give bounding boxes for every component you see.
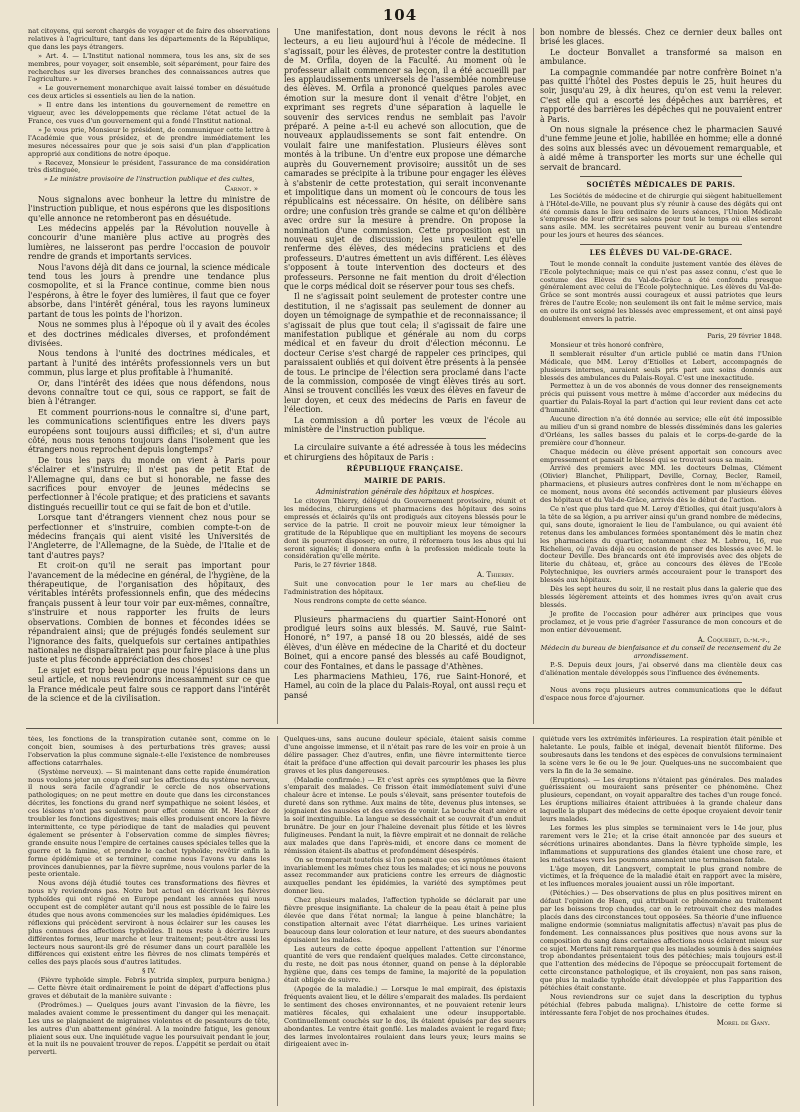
- paragraph: Et croit-on qu'il ne serait pas important pour l'avancement de la médecine en général, de l'hygiène, de la thérapeutique, de l'organisation des hôpitaux, des véritables intérêts professionnels enfin, que des médecins français pussent à leur tour voir par eux-mêmes, connaître, s'instruire et nous rapporter les fruits de leurs observations. Combien de bonnes et fécondes idées se répandraient ainsi; que de préjugés fondés seulement sur l'ignorance des faits, quelquefois sur certaines antipathies nationales ne disparaîtraient pas pour faire place à une plus juste et plus féconde appréciation des choses!: [28, 561, 270, 665]
- paragraph: « Le gouvernement monarchique avait laissé tomber en désuétude ces deux articles si essentiels au lien de la nation.: [28, 84, 270, 101]
- section-heading: § IV.: [142, 967, 156, 976]
- salutation: Monsieur et très honoré confrère,: [550, 340, 664, 349]
- paragraph: Nous ne sommes plus à l'époque où il y avait des écoles et des doctrines médicales diverses, et profondément divisées.: [28, 320, 270, 348]
- paragraph: Les auteurs de cette époque appellent l'attention sur l'énorme quantité de vers que rendaient quelques malades. Cette circonstance, du reste, ne doit pas nous étonner, quand on pense à la déplorable hygiène que, dans ces temps de famine, la majorité de la population était obligée de suivre.: [284, 944, 526, 985]
- heading-republique: RÉPUBLIQUE FRANÇAISE.: [346, 464, 464, 474]
- paragraph: » Recevez, Monsieur le président, l'assurance de ma considération très distinguée,: [28, 158, 270, 175]
- separator-rule: [580, 244, 742, 245]
- paragraph: On se tromperait toutefois si l'on pensait que ces symptômes étaient invariablement les mêmes chez tous les malades; et ici nous ne pouvons assez recommander aux praticiens contre les erreurs de diagnostic auxquelles pendant les épidémies, la variété des symptômes peut donner lieu.: [284, 855, 526, 896]
- paragraph: Dès les sept heures du soir, il ne restait plus dans la galerie que des blessés légèrement atteints et des hommes ivres qu'on avait crus blessés.: [540, 585, 782, 609]
- paragraph: » Art. 4. — L'Institut national nommera, tous les ans, six de ses membres, pour voyager, soit ensemble, soit séparément, pour faire des recherches sur les diverses branches des connaissances autres que l'agriculture. »: [28, 51, 270, 84]
- separator-rule: [580, 176, 742, 177]
- dateline: Paris, 29 février 1848.: [707, 331, 782, 340]
- signature: Morel de Gany.: [716, 1018, 770, 1027]
- paragraph: Nous reviendrons sur ce sujet dans la description du typhus pétéchial (febres pabuda maligna). L'histoire de cette forme si intéressante fera l'objet de nos prochaines études.: [540, 993, 782, 1017]
- paragraph: L'âge moyen, dit Langsvert, comptait le plus grand nombre de victimes, et la fréquence de la maladie était en rapport avec la misère, et les influences morales jouaient aussi un rôle important.: [540, 864, 782, 889]
- separator-rule: [580, 682, 742, 683]
- heading-mairie: MAIRIE DE PARIS.: [364, 475, 446, 485]
- separator-rule: [324, 610, 486, 611]
- page-number: 104: [382, 6, 418, 24]
- paragraph: Le sujet est trop beau pour que nous l'épuisions dans un seul article, et nous reviendrons incessamment sur ce que la France médicale peut faire sous ce rapport dans l'intérêt de la science et de la civilisation.: [28, 665, 270, 703]
- paragraph: Quelques-uns, sans aucune douleur spéciale, étaient saisis comme d'une angoisse immense, et il n'était pas rare de les voir en proie à un délire passager. Chez d'autres, enfin, une fièvre intermittente tierce était la préface d'une affection qui devait parcourir les phases les plus graves et les plus dangereuses.: [284, 736, 526, 775]
- paragraph: (Pétéchies.) — Des observations de plus en plus positives mirent en défaut l'opinion de Haen, qui attribuait ce phénomène au traitement par les boissons trop chaudes, car on le retrouvait chez des malades placés dans des circonstances tout opposées. Sa théorie d'une influence maligne endormie (somniatus malignitatis affectus) n'avait pas plus de fondement. Les connaissances plus positives que nous avons sur la composition du sang dans certaines affections nous éclairent mieux sur ce sujet. Mertens fait remarquer que les malades soumis à des saignées trop abondantes présentaient tous des pétéchies; mais toujours est-il que l'attention des médecins de l'époque se préoccupait fortement de cette circonstance pathologique, et ils croyaient, non pas sans raison, que plus la maladie typhoïde était développée et plus l'apparition des pétéchies était constante.: [540, 889, 782, 993]
- paragraph: Aucune direction n'a été donnée au service; elle eût été impossible au milieu d'un si grand nombre de blessés disséminés dans les galeries d'Orléans, les salles basses du palais et le corps-de-garde de la première cour d'honneur.: [540, 415, 782, 447]
- paragraph: La commission a dû porter les vœux de l'école au ministère de l'instruction publique.: [284, 415, 526, 435]
- paragraph: Nous l'avons déjà dit dans ce journal, la science médicale tend tous les jours à prendre une tendance plus cosmopolite, et si la France continue, comme bien nous l'espérons, à être le foyer des lumières, il faut que ce foyer absorbe, dans l'intérêt général, tous les rayons lumineux partant de tous les points de l'horizon.: [28, 262, 270, 319]
- paragraph: Et comment pourrions-nous le connaître si, d'une part, les communications scientifiques entre les divers pays européens sont toujours aussi difficiles; et si, d'un autre côté, nous nous tenons toujours dans l'isolement que les étrangers nous reprochent depuis longtemps?: [28, 407, 270, 455]
- paragraph: Chez plusieurs malades, l'affection typhoïde se déclarait par une fièvre presque insignifiante. La chaleur de la peau était à peine plus élevée que dans l'état normal; la langue à peine blanchâtre; la constipation alternait avec l'état diarrhéique. Les urines variaient beaucoup dans leur coloration et leur nature, et des sueurs abondantes épuisaient les malades.: [284, 896, 526, 944]
- paragraph: Le citoyen Thierry, délégué du Gouvernement provisoire, réunit et les médecins, chirurgiens et pharmaciens des hôpitaux des soins empressés et éclairés qu'ils ont prodigués aux citoyens blessés pour le service de la patrie. Il croit ne pouvoir mieux leur témoigner la gratitude de la République que en multipliant les moyens de secours dont ils pourront disposer; en outre, il réformera tous les abus qui lui seront signalés; il donnera enfin à la profession médicale toute la considération qu'elle mérite.: [284, 497, 526, 561]
- paragraph: Tout le monde connaît la conduite justement vantée des élèves de l'Ecole polytechnique; mais ce qui n'est pas assez connu, c'est que le costume des Elèves du Val-de-Grâce a été confondu presque généralement avec celui de l'Ecole polytechnique. Les élèves du Val-de-Grâce se sont montrés aussi courageux et aussi patriotes que leurs frères de l'autre Ecole; non seulement ils ont fait le même service, mais en outre ils ont soigné les blessés avec empressement, et ont ainsi payé doublement envers la patrie.: [540, 259, 782, 324]
- top-column-1: [28, 28, 270, 724]
- paragraph: Je profite de l'occasion pour adhérer aux principes que vous proclamez, et je vous prie d'agréer l'assurance de mon concours et de mon entier dévouement.: [540, 609, 782, 634]
- subheading-administration: Administration générale des hôpitaux et hospices.: [315, 488, 495, 497]
- paragraph: Les Sociétés de médecine et de chirurgie qui siègent habituellement à l'Hôtel-de-Ville, ne pouvant plus s'y réunir à cause des dégâts qui ont été commis dans le lieu ordinaire de leurs séances, l'Union Médicale s'empresse de leur offrir ses salons pour tout le temps où elles seront sans asile. MM. les secrétaires peuvent venir au bureau s'entendre pour les jours et heures des séances.: [540, 191, 782, 240]
- paragraph: » Il entre dans les intentions du gouvernement de remettre en vigueur, avec les développements que réclame l'état actuel de la France, ces vues d'un gouvernement qui a fondé l'Institut national.: [28, 101, 270, 125]
- paragraph: Il ne s'agissait point seulement de protester contre une destitution, il ne s'agissait pas seulement de donner au doyen un témoignage de sympathie et de reconnaissance; il s'agissait de plus que tout cela; il s'agissait de faire une manifestation publique et générale au nom du corps médical et en faveur du droit d'élection méconnu. Le docteur Cerise s'est chargé de rappeler ces principes, qui paraissaient oubliés et qui doivent être présents à la pensée de tous. Le principe de l'élection sera proclamé dans l'acte de la commission, composée de vingt élèves tirés au sort. Ainsi se trouvent conciliés les vœux des élèves en faveur de leur doyen, et ceux des médecins de Paris en faveur de l'élection.: [284, 292, 526, 415]
- signature: A. Coqueret, d.-m.-p.,: [697, 635, 770, 644]
- paragraph: bon nombre de blessés. Chez ce dernier deux balles ont brisé les glaces.: [540, 28, 782, 47]
- column-divider: [277, 28, 278, 724]
- paragraph: Les pharmaciens Mathieu, 176, rue Saint-Honoré, et Hamel, au coin de la place du Palais-Royal, ont aussi reçu et pansé: [284, 671, 526, 700]
- paragraph: Chaque médecin ou élève présent apportait son concours avec empressement et pansait le blessé qui se trouvait sous sa main.: [540, 447, 782, 464]
- top-column-3: [540, 28, 782, 724]
- paragraph: (Maladie confirmée.) — Et c'est après ces symptômes que la fièvre s'emparait des malades. Ce frisson était immédiatement suivi d'une chaleur âcre et intense. Le pouls s'élevait, sans présenter toutefois de dureté dans son rythme. Aux mains de tête, devenus plus intenses, se joignaient des nausées et des envies de vomir. La bouche était amère et la soif inextinguible. La langue se desséchait et se couvrait d'un enduit brunâtre. De jour en jour l'haleine devenait plus fétide et les lèvres fuligineuses. Pendant la nuit, la fièvre empirait et ne donnait de relâche aux malades que dans l'après-midi, et encore dans ce moment de rémission étaient-ils abattus et profondément désespérés.: [284, 775, 526, 855]
- bottom-column-2: [284, 736, 526, 1106]
- paragraph: Nous avons déjà étudié toutes ces transformations des fièvres et nous n'y reviendrons pas. Notre but actuel en décrivant les fièvres typhoïdes qui ont régné en Europe pendant les années qui nous occupent est de compléter autant qu'il nous est possible de le faire les études que nous avons commencées sur les maladies épidémiques. Les réflexions qui précèdent serviront à nous éclairer sur les causes les plus connues des affections typhoïdes. Il nous reste à décrire leurs différentes formes, leur marche et leur traitement; peut-être aussi les lecteurs nous sauront-ils gré de résumer dans un court parallèle les différences qui existent entre les fièvres de nos climats tempérés et celles des pays placés sous d'autres latitudes.: [28, 879, 270, 967]
- paragraph: Les médecins appelés par la Révolution nouvelle à concourir d'une manière plus active au progrès des lumières, ne laisseront pas perdre l'occasion de pouvoir rendre de grands et importants services.: [28, 224, 270, 262]
- signature-title: » Le ministre provisoire de l'instruction publique et des cultes,: [43, 175, 255, 184]
- section-divider: [26, 728, 782, 729]
- paragraph: (Fièvre typhoïde simple. Febris putrida simplex, purpura benigna.) — Cette fièvre était ordinairement le point de départ d'affections plus graves et débutait de la manière suivante :: [28, 976, 270, 1000]
- paragraph: Permettez à un de vos abonnés de vous donner des renseignements précis qui puissent vous mettre à même d'accorder aux médecins du quartier du Palais-Royal la part d'action qui leur revient dans cet acte d'humanité.: [540, 382, 782, 415]
- paragraph: Or, dans l'intérêt des idées que nous défendons, nous devons connaître tout ce qui, sous ce rapport, se fait de bien à l'étranger.: [28, 378, 270, 407]
- paragraph: Nous avons reçu plusieurs autres communications que le défaut d'espace nous force d'ajourner.: [540, 685, 782, 702]
- paragraph: (Eruptions). — Les éruptions n'étaient pas générales. Des malades guérissaient ou mouraient sans présenter ce phénomène. Chez plusieurs, cependant, on voyait apparaître des taches d'un rouge foncé. Les éruptions miliaires étaient attribuées à la grande chaleur dans laquelle la plupart des médecins de cette époque croyaient devoir tenir leurs malades.: [540, 775, 782, 824]
- paragraph: Une manifestation, dont nous devons le récit à nos lecteurs, a eu lieu aujourd'hui à l'école de médecine. Il s'agissait, pour les élèves, de protester contre la destitution de M. Orfila, doyen de la Faculté. Au moment où le professeur allait commencer sa leçon, il a été accueilli par les applaudissements universels de l'assemblée nombreuse des élèves. M. Orfila a prononcé quelques paroles avec émotion sur la mesure dont il venait d'être l'objet, en exprimant ses regrets d'une séparation à laquelle le souvenir des services rendus ne semblait pas l'avoir préparé. A peine a-t-il eu achevé son allocution, que de nouveaux applaudissements se sont fait entendre. On voulait faire une manifestation. Plusieurs élèves sont montés à la tribune. Un d'entre eux propose une démarche auprès du Gouvernement provisoire; aussitôt un de ses camarades se précipite à la tribune pour engager les élèves à s'abstenir de cette protestation, qui serait inconvenante et impolitique dans un moment où le concours de tous les républicains est nécessaire. On hésite, on délibère sans ordre; une confusion très grande se calme et qu'on délibère avec ordre sur la mesure à prendre. On propose la nomination d'une commission. Cette proposition est un nouveau sujet de discussion; les uns veulent qu'elle renferme des élèves, des médecins praticiens et des professeurs. D'autres émettent un avis différent. Les élèves s'opposent à toute intervention des docteurs et des professeurs. Personne ne fait mention du droit d'élection que le corps médical doit se réserver pour tous ses chefs.: [284, 28, 526, 291]
- paragraph: Il semblerait résulter d'un article publié ce matin dans l'Union Médicale, que MM. Leroy d'Etiolles et Lebert, accompagnés de plusieurs internes, auraient seuls pris part aux soins donnés aux blessés des ambulances du Palais-Royal. C'est une inexactitude.: [540, 349, 782, 382]
- paragraph: On nous signale la présence chez le pharmacien Sauvé d'une femme jeune et jolie, habillée en homme; elle a donné des soins aux blessés avec un dévouement remarquable, et à aidé même à transporter les morts sur une échelle qui servait de brancard.: [540, 125, 782, 172]
- column-divider: [277, 736, 278, 1106]
- top-column-2: [284, 28, 526, 724]
- paragraph: Plusieurs pharmaciens du quartier Saint-Honoré ont prodigué leurs soins aux blessés. M. Sauvé, rue Saint-Honoré, n° 197, a pansé 18 ou 20 blessés, aidé de ses élèves, d'un élève en médecine de la Charité et du docteur Boinet, qui a encore pansé des blessés au café Boudignot, cour des Fontaines, et dans le passage d'Athènes.: [284, 614, 526, 671]
- paragraph: nat citoyens, qui seront chargés de voyager et de faire des observations relatives à l'agriculture, tant dans les départements de la République, que dans les pays étrangers.: [28, 28, 270, 51]
- paragraph: (Système nerveux). — Si maintenant dans cette rapide énumération nous voulons jeter un coup d'œil sur les affections du système nerveux, il nous sera facile d'agrandir le cercle de nos observations pathologiques; on ne peut mettre en doute que dans les circonstances décrites, les fonctions du grand nerf sympathique ne soient lésées, et ces lésions n'ont pas seulement pour effet comme dit M. Hecker de troubler les fonctions digestives; mais elles produisent encore la fièvre intermittente, ce type périodique de tant de maladies qui peuvent également se présenter à l'observation comme de simples fièvres; grande ensuite nous l'empire de certaines causes spéciales telles que la guerre et la famine, et prendre le cachet typhoïde; revêtir enfin la forme épidémique et se terminer, comme nous l'avons vu dans les provinces danubiennes, par la fièvre suprême, nous voulons parler de la peste orientale.: [28, 767, 270, 879]
- separator-rule: [580, 328, 742, 329]
- paragraph: Nous rendrons compte de cette séance.: [294, 596, 427, 605]
- paragraph: (Apogée de la maladie.) — Lorsque le mal empirait, des épistaxis fréquents avaient lieu, et le délire s'emparait des malades. Ils perdaient le sentiment des choses environnantes, et ne pouvaient retenir leurs matières fécales, qui exhalaient une odeur insupportable. Continuellement couchés sur le dos, ils étaient épuisés par des sueurs abondantes. Le ventre était gonflé. Les malades avaient le regard fixe; des larmes involontaires roulaient dans leurs yeux; leurs mains se dirigeaient avec in-: [284, 985, 526, 1049]
- paragraph: tées, les fonctions de la transpiration cutanée sont, comme on le conçoit bien, soumises à des perturbations très graves; aussi l'observation la plus commune signale-t-elle l'existence de nombreuses affections catarrhales.: [28, 736, 270, 767]
- paragraph: La circulaire suivante a été adressée à tous les médecins et chirurgiens des hôpitaux de Paris :: [284, 443, 526, 462]
- heading-val-de-grace: LES ÉLÈVES DU VAL-DE-GRACE.: [589, 248, 733, 258]
- signature: A. Thierry.: [476, 571, 514, 580]
- paragraph: Le docteur Bonvallet a transformé sa maison en ambulance.: [540, 47, 782, 67]
- paragraph: Nous signalons avec bonheur la lettre du ministre de l'instruction publique, et nous espérons que les dispositions qu'elle annonce ne retomberont pas en désuétude.: [28, 194, 270, 223]
- bottom-column-3: [540, 736, 782, 1106]
- column-divider: [533, 28, 534, 724]
- paragraph: Ce n'est que plus tard que M. Leroy d'Etiolles, qui était jusqu'alors à la tête de sa légion, a pu arriver ainsi qu'un grand nombre de médecins, qui, sans doute, ignoraient le lieu de l'ambulance, ou qui avaient été retenus dans les ambulances formées spontanément dès le matin chez les pharmaciens du quartier, notamment chez M. Lebrou, 16, rue Richelieu, où j'avais déjà eu occasion de panser des blessés avec M. le docteur Deville. Des brancards ont été improvisés avec des objets de literie du château, et, grâce au concours des élèves de l'Ecole Polytechnique, les ouvriers armés accouraient pour le transport des blessés aux hôpitaux.: [540, 505, 782, 585]
- paragraph: De tous les pays du monde on vient à Paris pour s'éclairer et s'instruire; il n'est pas de petit Etat de l'Allemagne qui, dans ce but si honorable, ne fasse des sacrifices pour envoyer de jeunes médecins se perfectionner à l'école pratique; et des praticiens et savants distingués recueillir tout ce qui se fait de bon et d'utile.: [28, 455, 270, 512]
- paragraph: Les formes les plus simples se terminaient vers le 14e jour, plus rarement vers le 21e; et la crise était annoncée par des sueurs et sécrétions urinaires abondantes. Dans la fièvre typhoïde simple, les inflammations et suppurations des glandes étaient une chose rare, et les métastases vers les poumons amenaient une terminaison fatale.: [540, 823, 782, 864]
- paragraph: Arrivé des premiers avec MM. les docteurs Delmas, Clément (Olivier) Blanchet, Philippart, Deville, Cornay, Becler, Rameil, pharmaciens, et plusieurs autres confrères dont le nom m'échappe en ce moment, nous avons été secondés activement par plusieurs élèves des hôpitaux et du Val-de-Grâce, arrivés dès le début de l'action.: [540, 464, 782, 505]
- paragraph: Nous tendons à l'unité des doctrines médicales, et partant à l'unité des intérêts professionnels vers un but commun, plus large et plus profitable à l'humanité.: [28, 349, 270, 378]
- signature-title: Médecin du bureau de bienfaisance et du conseil de recensement du 2e arrondissement.: [540, 644, 782, 660]
- column-divider: [533, 736, 534, 1106]
- dateline: Paris, le 27 février 1848.: [294, 561, 377, 570]
- signature: Carnot. »: [224, 185, 258, 194]
- paragraph: La compagnie commandée par notre confrère Boinet n'a pas quitté l'hôtel des Postes depuis le 25, huit heures du soir, jusqu'au 29, à dix heures, qu'on est venu la relever. C'est elle qui a escorté les dépêches aux barrières, et rapporté des barrières les dépêches qui ne pouvaient entrer à Paris.: [540, 67, 782, 124]
- paragraph: (Prodrômes.) — Quelques jours avant l'invasion de la fièvre, les malades avaient comme le pressentiment du danger qui les menaçait. Les uns se plaignaient de migraines violentes et de pesanteurs de tête, les autres d'un abattement général. A la moindre fatigue, les genoux pliaient sous eux. Une inquiétude vague les poursuivait pendant le jour, et la nuit ils ne pouvaient trouver de repos. L'appétit se perdait ou était perverti.: [28, 1000, 270, 1057]
- postscript: P.-S. Depuis deux jours, j'ai observé dans ma clientèle deux cas d'aliénation mentale développés sous l'influence des événements.: [540, 660, 782, 677]
- separator-rule: [324, 438, 486, 439]
- bottom-column-1: [28, 736, 270, 1106]
- heading-societes-medicales: SOCIÉTÉS MÉDICALES DE PARIS.: [586, 180, 736, 190]
- paragraph: Suit une convocation pour le 1er mars au chef-lieu de l'administration des hôpitaux.: [284, 579, 526, 596]
- paragraph: » Je vous prie, Monsieur le président, de communiquer cette lettre à l'Académie que vous présidez, et de prendre immédiatement les mesures nécessaires pour que je sois saisi d'un plan d'application approprié aux conditions de notre époque.: [28, 125, 270, 158]
- paragraph: quiétude vers les extrémités inférieures. La respiration était pénible et haletante. Le pouls, faible et inégal, devenait bientôt filiforme. Des soubresauts dans les tendons et des espèces de convulsions terminaient la scène vers le 6e ou le 9e jour. Quelques-uns ne succombaient que vers la fin de la 3e semaine.: [540, 736, 782, 775]
- paragraph: Lorsque tant d'étrangers viennent chez nous pour se perfectionner et s'instruire, combien compte-t-on de médecins français qui aient visité les Universités de l'Angleterre, de l'Allemagne, de la Suède, de l'Italie et de tant d'autres pays?: [28, 513, 270, 560]
